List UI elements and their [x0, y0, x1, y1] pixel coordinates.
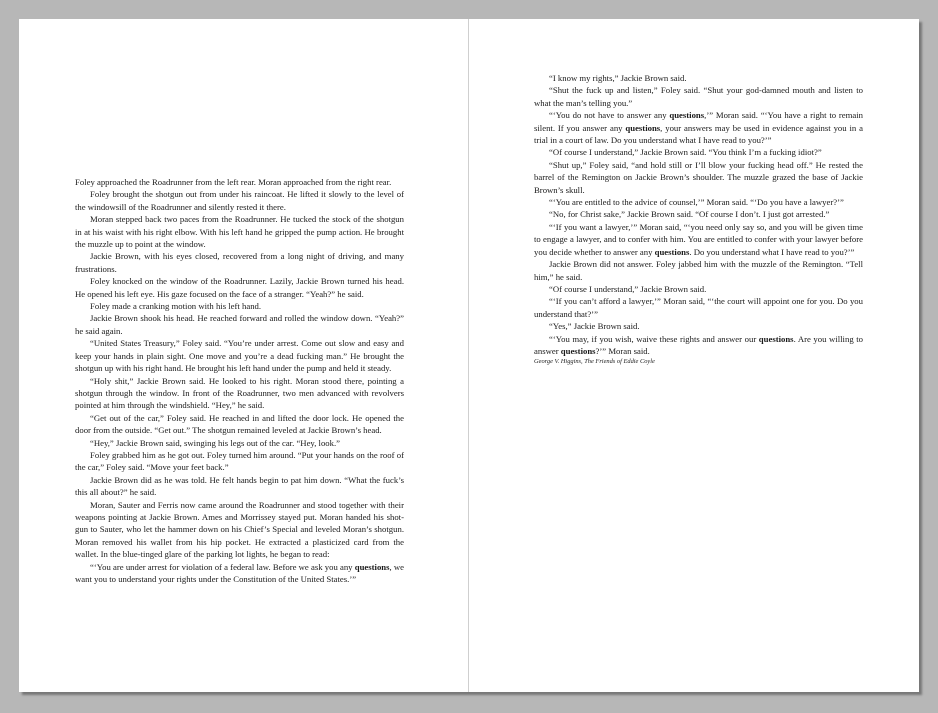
text-run: Foley made a cranking motion with his left hand.	[90, 301, 262, 312]
text-run: “‘You may, if you wish, waive these rights and answer our	[549, 333, 759, 344]
text-run: Jackie Brown shook his head. He reached forward and rolled the window down. “Yeah?” he said again.	[75, 313, 404, 336]
text-run: “United States Treasury,” Foley said. “You’re under arrest. Come out slow and easy and keep your hands in plain sight. One move and you’re a dead fucking man.” He brought the shotgun up with his right hand. He brought his left hand under the pump and held it steady.	[75, 338, 404, 374]
paragraph	[534, 196, 863, 208]
paragraph	[75, 176, 404, 188]
text-run: Jackie Brown did as he was told. He felt hands begin to pat him down. “What the fuck’s this all about?” he said.	[75, 474, 404, 498]
source-credit: George V. Higgins, The Friends of Eddie Coyle	[534, 358, 655, 366]
text-run: “‘If you want a lawyer,’” Moran said, “‘you need only say so, and you will be given time to engage a lawyer, and to confer with him. You are entitled to confer with your lawyer before you decide whether to answer any	[534, 221, 863, 257]
paragraph	[75, 213, 404, 250]
bold-keyword: questions	[354, 561, 390, 572]
paragraph	[75, 412, 404, 437]
text-run: Moran stepped back two paces from the Roadrunner. He tucked the stock of the shotgun in at his waist with his right elbow. With his left hand he gripped the pump action. He brought the muzzle up to point at the window.	[75, 214, 404, 250]
right-page	[469, 19, 918, 692]
text-run: “‘You do not have to answer any	[549, 110, 670, 121]
paragraph	[75, 250, 404, 275]
text-run: Foley grabbed him as he got out. Foley turned him around. “Put your hands on the roof of the car,” Foley said. “Move your feet back.”	[75, 449, 404, 473]
text-run: “Hey,” Jackie Brown said, swinging his legs out of the car. “Hey, look.”	[90, 437, 341, 448]
text-run: Moran, Sauter and Ferris now came around the Roadrunner and stood together with their weapons pointing at Jackie Brown. Ames and Morrissey stayed put. Moran handed his shot-gun to Sauter, who let the hammer down on his Chief’s Special and leveled Moran’s shotgun. Moran removed his wallet from his hip pocket. He extracted a plasticized card from the wallet. In the blue-tinged glare of the parking lot lights, he began to read:	[75, 499, 404, 560]
text-run: “Holy shit,” Jackie Brown said. He looked to his right. Moran stood there, pointing a shotgun through the window. In front of the Roadrunner, two men advanced with revolvers pointed at him through the windshield. “Hey,” he said.	[75, 375, 404, 411]
text-run: “Shut up,” Foley said, “and hold still or I’ll blow your fucking head off.” He rested the barrel of the Remington on Jackie Brown’s shoulder. The muzzle grazed the base of Jackie Brown’s skull.	[534, 159, 863, 195]
paragraph	[75, 375, 404, 412]
text-run: , we want you to understand your rights under the Constitution of the United States.’”	[75, 561, 404, 584]
paragraph	[534, 221, 863, 258]
text-run: ,’” Moran said. “‘You have a right to remain silent. If you answer any	[534, 110, 863, 133]
left-page	[19, 19, 468, 692]
bold-keyword: questions	[669, 110, 705, 121]
text-run: Jackie Brown, with his eyes closed, recovered from a long night of driving, and many frustrations.	[75, 251, 404, 274]
paragraph	[75, 337, 404, 374]
paragraph	[534, 258, 863, 283]
text-run: “‘If you can’t afford a lawyer,’” Moran said, “‘the court will appoint one for you. Do you understand that?’”	[534, 296, 863, 319]
paragraph	[534, 283, 863, 295]
text-run: Jackie Brown did not answer. Foley jabbed him with the muzzle of the Remington. “Tell him,” he said.	[534, 259, 863, 282]
paragraph	[75, 275, 404, 300]
paragraph	[534, 72, 863, 84]
text-run: Foley brought the shotgun out from under his raincoat. He lifted it slowly to the level of the windowsill of the Roadrunner and silently rested it there.	[75, 189, 404, 212]
paragraph	[534, 208, 863, 220]
text-run: “Of course I understand,” Jackie Brown said.	[549, 283, 707, 294]
paragraph	[75, 474, 404, 499]
left-page-text	[75, 176, 404, 585]
paragraph	[534, 159, 863, 196]
text-run: , your answers may be used in evidence against you in a trial in a court of law. Do you understand what I have read to you?’”	[534, 122, 863, 146]
bold-keyword: questions	[625, 122, 661, 133]
bold-keyword: questions	[654, 246, 690, 257]
text-run: “Get out of the car,” Foley said. He reached in and lifted the door lock. He opened the door from the outside. “Get out.” The shotgun remained leveled at Jackie Brown’s head.	[75, 412, 404, 436]
text-run: “Of course I understand,” Jackie Brown said. “You think I’m a fucking idiot?”	[549, 147, 822, 158]
right-page-text	[534, 72, 863, 367]
text-run: “Shut the fuck up and listen,” Foley said. “Shut your god-damned mouth and listen to what the man’s telling you.”	[534, 85, 863, 108]
paragraph	[75, 300, 404, 312]
bold-keyword: questions	[758, 333, 794, 344]
text-run: “‘You are entitled to the advice of counsel,’” Moran said. “‘Do you have a lawyer?’”	[549, 197, 844, 208]
paragraph	[534, 109, 863, 146]
paragraph	[75, 449, 404, 474]
paragraph	[75, 188, 404, 213]
bold-keyword: questions	[560, 345, 596, 356]
text-run: . Do you understand what I have read to you?’”	[689, 246, 855, 257]
text-run: ?’” Moran said.	[595, 345, 650, 356]
paragraph	[534, 333, 863, 358]
paragraph	[75, 561, 404, 586]
text-run: . Are you willing to answer	[534, 333, 863, 356]
paragraph	[534, 320, 863, 332]
text-run: Foley knocked on the window of the Roadrunner. Lazily, Jackie Brown turned his head. He opened his left eye. His gaze focused on the face of a stranger. “Yeah?” he said.	[75, 276, 404, 299]
paragraph	[75, 499, 404, 561]
book-spread	[19, 19, 919, 692]
paragraph	[75, 437, 404, 449]
text-run: “No, for Christ sake,” Jackie Brown said. “Of course I don’t. I just got arrested.”	[549, 209, 830, 220]
text-run: “Yes,” Jackie Brown said.	[549, 321, 640, 332]
text-run: Foley approached the Roadrunner from the left rear. Moran approached from the right rear.	[75, 177, 392, 187]
paragraph	[534, 295, 863, 320]
paragraph	[75, 312, 404, 337]
text-run: “‘You are under arrest for violation of a federal law. Before we ask you any	[90, 561, 355, 572]
text-run: “I know my rights,” Jackie Brown said.	[549, 73, 687, 83]
paragraph	[534, 84, 863, 109]
paragraph	[534, 146, 863, 158]
